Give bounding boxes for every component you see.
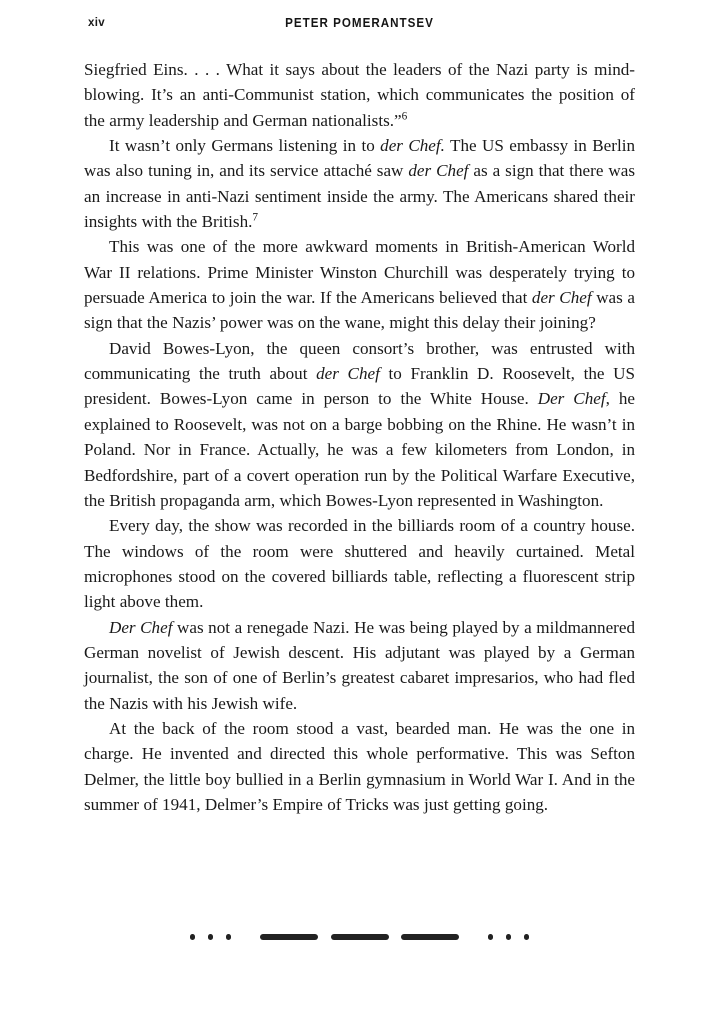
text-run: Siegfried Eins. . . . What it says about the leaders of the Nazi party is mind-blowing. It’s an anti-Communist station, which communicates the position of the army leadership and German nationalists.” bbox=[84, 60, 635, 130]
section-break-ornament bbox=[0, 930, 719, 944]
running-head-author: PETER POMERANTSEV bbox=[285, 15, 434, 30]
page-folio-number: xiv bbox=[88, 17, 105, 29]
par-7-sefton-delmer bbox=[84, 716, 635, 817]
italic-phrase: Der Chef bbox=[109, 617, 173, 637]
par-6-renegade-nazi bbox=[84, 615, 635, 716]
ornament-dash bbox=[401, 934, 459, 939]
body-text-column bbox=[84, 57, 635, 817]
text-run: was not a renegade Nazi. He was being played by a mildmannered German novelist of Jewish descent. His adjutant was played by a German journalist, the son of one of Berlin’s greatest cabaret impresarios, who had fled the Nazis with his Jewish wife. bbox=[84, 617, 636, 713]
ornament-dash bbox=[331, 934, 389, 939]
italic-phrase: der Chef bbox=[316, 364, 380, 384]
footnote-marker[interactable]: 6 bbox=[401, 110, 408, 122]
ornament-dot bbox=[226, 934, 231, 939]
ornament-dot bbox=[190, 934, 195, 939]
par-3-awkward-moments bbox=[84, 234, 635, 335]
text-run: Every day, the show was recorded in the billiards room of a country house. The windows of the room were shuttered and heavily curtained. Metal microphones stood on the covered billiards table, reflecting a fluorescent strip light above them. bbox=[84, 516, 635, 612]
text-run: , he explained to Roosevelt, was not on a barge bobbing on the Rhine. He wasn’t in Poland. Nor in France. Actually, he was a few kilometers from London, in Bedfordshire, part of a covert operation run by the Political Warfare Executive, the British propaganda arm, which Bowes-Lyon represented in Washington. bbox=[84, 389, 636, 510]
text-run: This was one of the more awkward moments in British-American World War II relations. Prime Minister Winston Churchill was desperately trying to persuade America to join the war. If the Americans believed that bbox=[84, 237, 635, 308]
text-run: The US embassy in Berlin was also tuning in, and its service attaché saw bbox=[84, 136, 635, 181]
text-run: was a sign that the Nazis’ power was on the wane, might this delay their joining? bbox=[84, 288, 635, 333]
running-head bbox=[84, 13, 635, 33]
footnote-marker[interactable]: 7 bbox=[252, 211, 259, 224]
italic-phrase: der Chef. bbox=[380, 136, 445, 156]
italic-phrase: der Chef bbox=[408, 161, 469, 181]
par-4-bowes-lyon bbox=[84, 336, 635, 513]
par-2-us-embassy bbox=[84, 133, 635, 234]
text-run: At the back of the room stood a vast, bearded man. He was the one in charge. He invented and directed this whole performative. This was Sefton Delmer, the little boy bullied in a Berlin gymnasium in World War I. And in the summer of 1941, Delmer’s Empire of Tricks was just getting going. bbox=[84, 718, 635, 814]
text-run: to Franklin D. Roosevelt, the US president. Bowes-Lyon came in person to the White House. bbox=[84, 364, 635, 409]
ornament-dot bbox=[208, 934, 213, 939]
ornament-dot bbox=[488, 934, 493, 939]
ornament-dot bbox=[506, 934, 511, 939]
italic-phrase: Der Chef bbox=[537, 389, 606, 409]
ornament-dot bbox=[524, 934, 529, 939]
text-run: David Bowes-Lyon, the queen consort’s brother, was entrusted with communicating the truth about bbox=[84, 338, 635, 384]
text-run: It wasn’t only Germans listening in to bbox=[109, 136, 381, 156]
par-5-billiards-room bbox=[84, 513, 635, 614]
italic-phrase: der Chef bbox=[531, 288, 592, 308]
par-1-siegfried bbox=[84, 57, 635, 133]
text-run: as a sign that there was an increase in anti-Nazi sentiment inside the army. The Americans shared their insights with the British. bbox=[84, 161, 635, 232]
ornament-dash bbox=[260, 934, 318, 939]
